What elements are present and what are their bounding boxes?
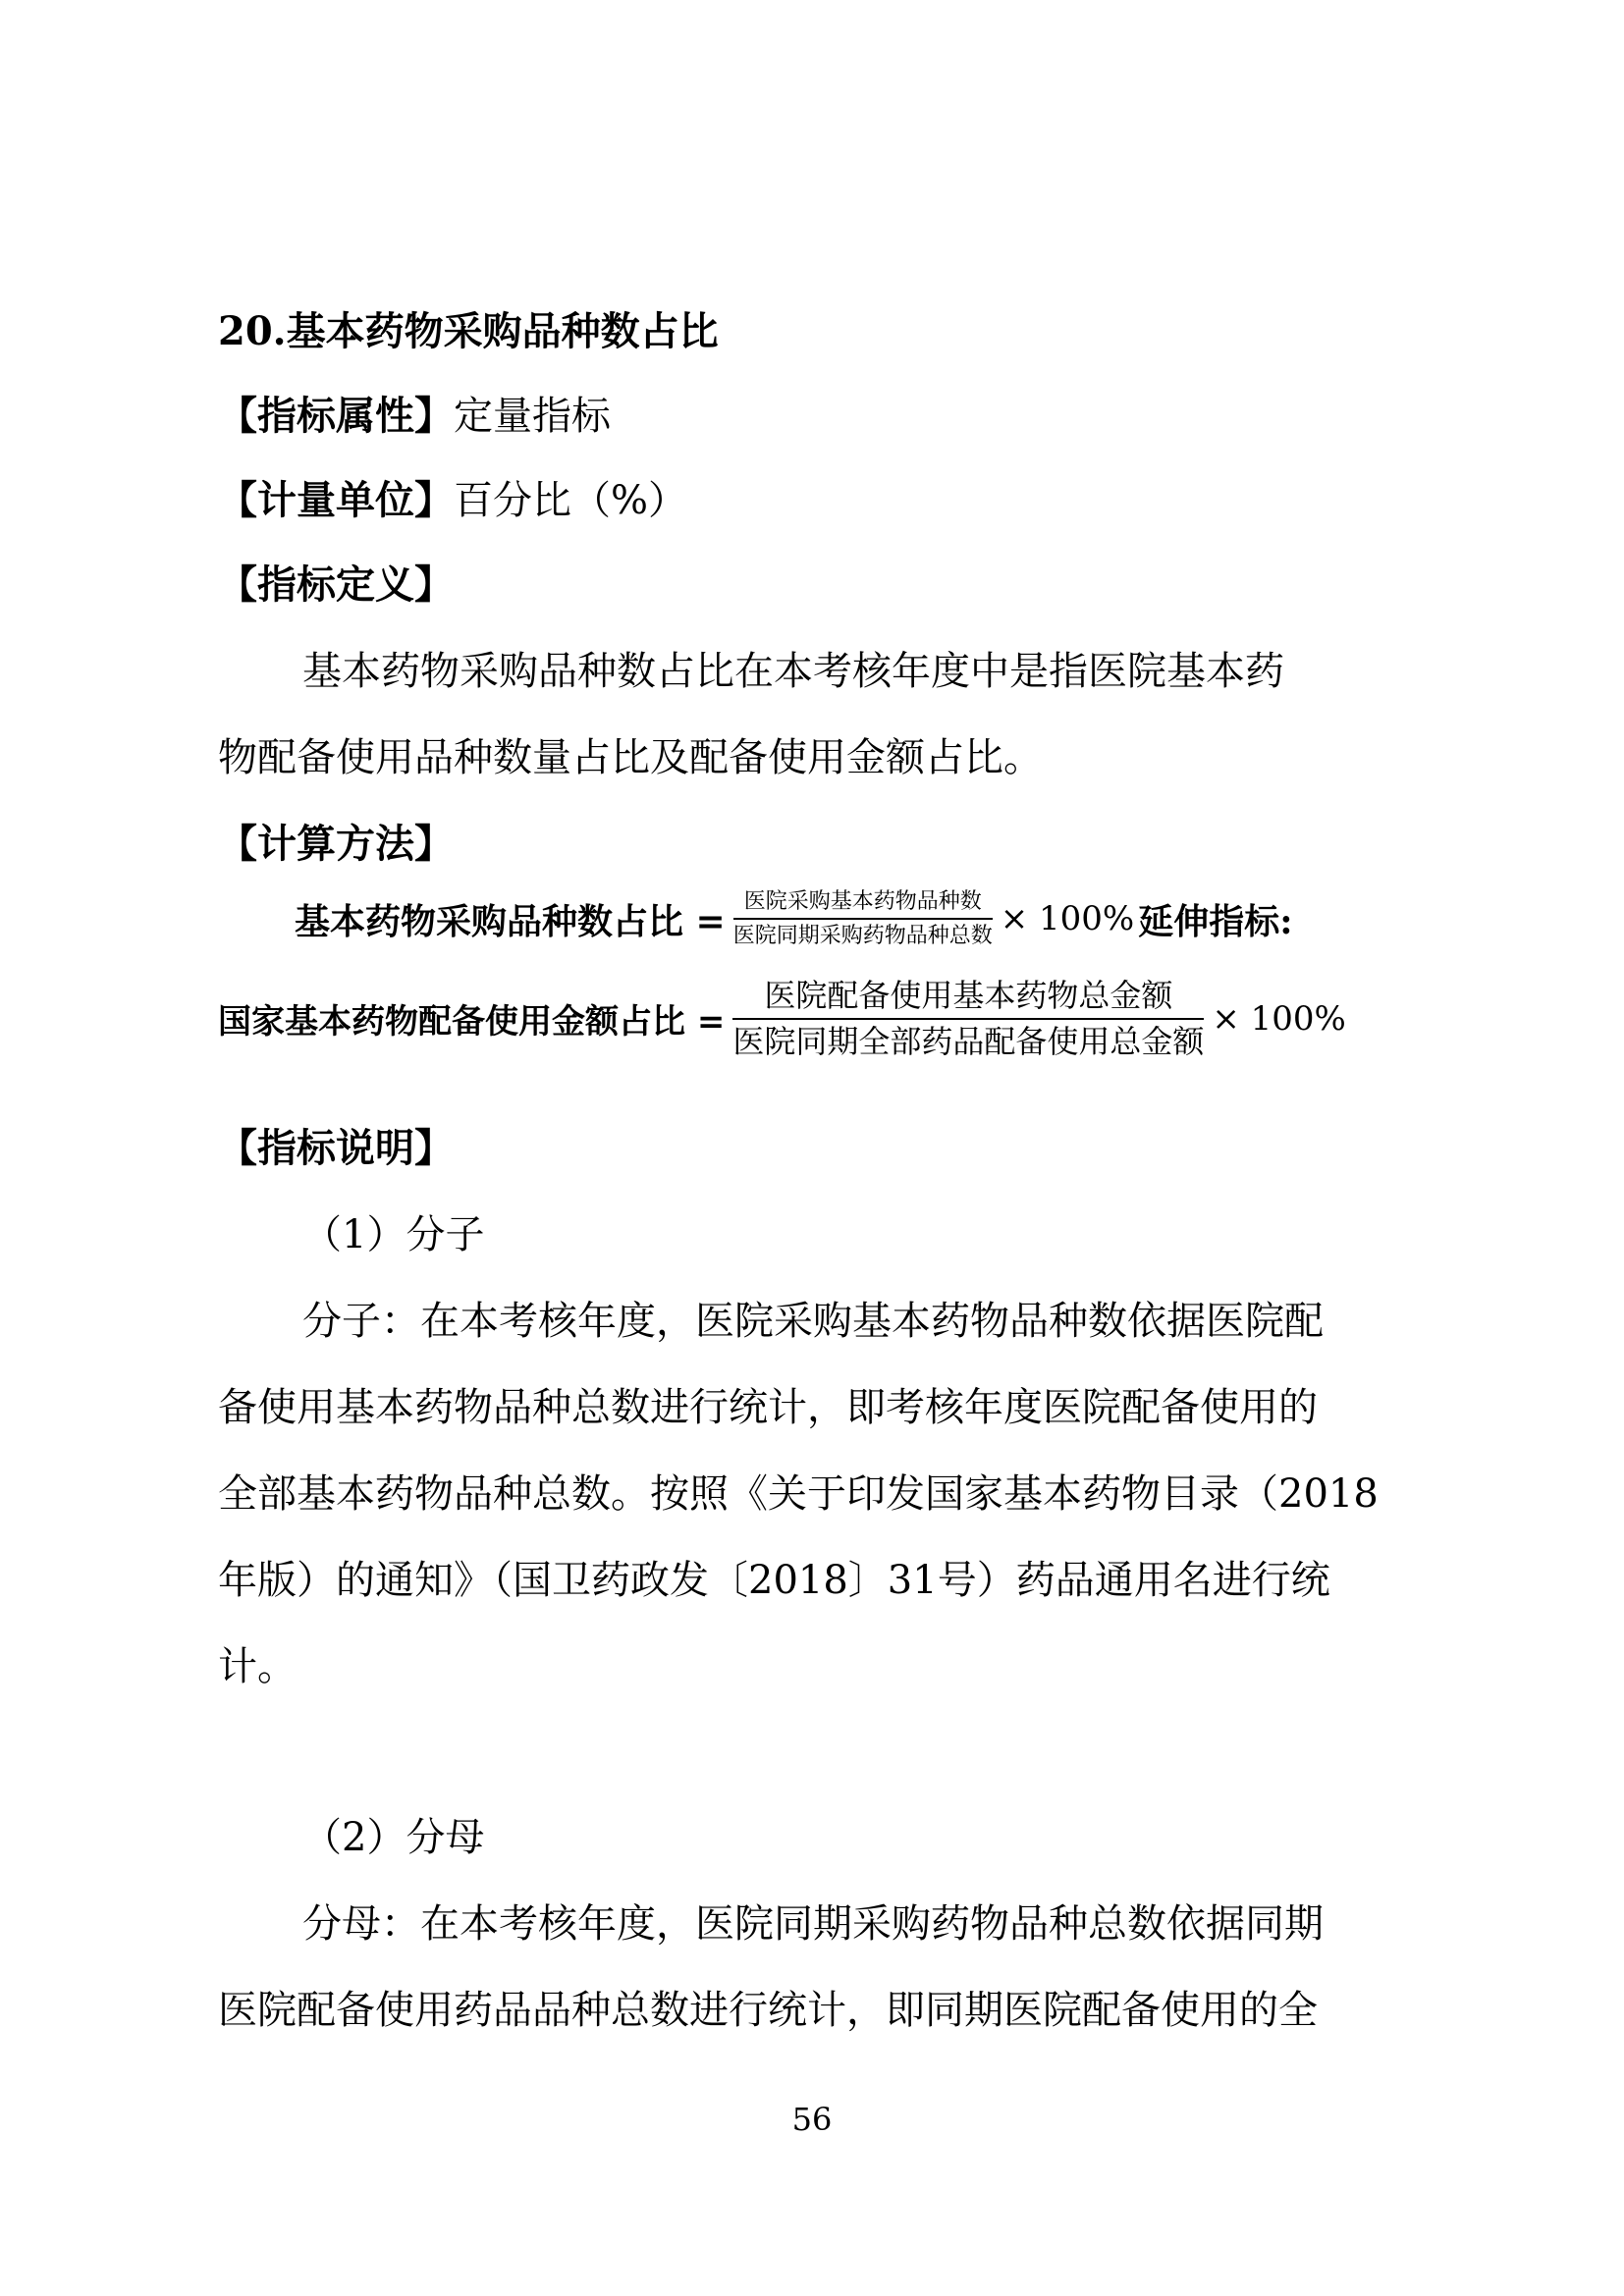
formula2-multiplier: × 100%: [1212, 998, 1346, 1039]
formula2-name: 国家基本药物配备使用金额占比 =: [218, 1002, 726, 1042]
unit-value: 百分比（%）: [454, 478, 688, 523]
numerator-line-5: 计。: [218, 1644, 297, 1689]
indicator-attribute-value: 定量指标: [454, 394, 611, 439]
formula1-extended-indicator: 延伸指标:: [1138, 900, 1293, 942]
denominator-heading: （2）分母: [302, 1815, 485, 1860]
indicator-attribute-label: 【指标属性】: [218, 393, 454, 439]
formula2-numerator: 医院配备使用基本药物总金额: [764, 977, 1173, 1014]
definition-label: 【指标定义】: [218, 561, 454, 608]
formula1-denominator: 医院同期采购药物品种总数: [732, 924, 993, 949]
denominator-line-1: 分母：在本考核年度，医院同期采购药物品种总数依据同期: [302, 1901, 1324, 1947]
explanation-label: 【指标说明】: [218, 1125, 454, 1171]
formula1-name: 基本药物采购品种数占比 =: [295, 900, 726, 942]
unit-row: [218, 477, 688, 523]
numerator-line-4: 年版）的通知》（国卫药政发〔2018〕31号）药品通用名进行统: [218, 1558, 1330, 1603]
definition-line-2: 物配备使用品种数量占比及配备使用金额占比。: [218, 735, 1043, 780]
formula1-numerator: 医院采购基本药物品种数: [743, 889, 982, 914]
numerator-line-2: 备使用基本药物品种总数进行统计，即考核年度医院配备使用的: [218, 1385, 1318, 1430]
formula2-fraction-bar: [732, 1018, 1204, 1020]
denominator-line-2: 医院配备使用药品品种总数进行统计，即同期医院配备使用的全: [218, 1988, 1318, 2033]
section-title: 20.基本药物采购品种数占比: [218, 308, 719, 354]
numerator-line-3: 全部基本药物品种总数。按照《关于印发国家基本药物目录（2018: [218, 1471, 1379, 1517]
formula2-denominator: 医院同期全部药品配备使用总金额: [732, 1022, 1205, 1060]
numerator-heading: （1）分子: [302, 1212, 485, 1257]
unit-label: 【计量单位】: [218, 477, 454, 523]
formula-basic-drug-share: [295, 889, 1293, 949]
formula-national-drug-amount-share: [218, 978, 1346, 1060]
page-number: 56: [791, 2101, 833, 2138]
calculation-label: 【计算方法】: [218, 821, 454, 867]
definition-line-1: 基本药物采购品种数占比在本考核年度中是指医院基本药: [302, 649, 1284, 694]
formula1-fraction-bar: [733, 918, 993, 920]
formula2-fraction: [732, 978, 1204, 1060]
indicator-attribute-row: [218, 393, 611, 439]
formula1-multiplier: × 100%: [1000, 899, 1135, 939]
numerator-line-1: 分子：在本考核年度，医院采购基本药物品种数依据医院配: [302, 1299, 1324, 1344]
formula1-fraction: [733, 889, 993, 949]
